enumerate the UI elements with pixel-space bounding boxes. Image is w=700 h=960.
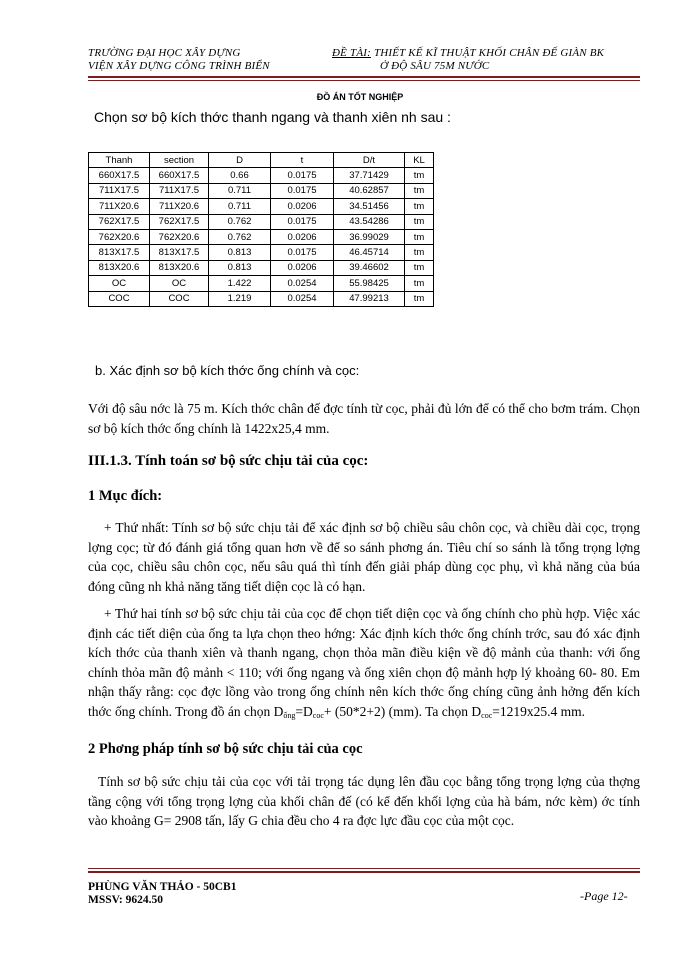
table-cell: 0.0175 bbox=[271, 214, 334, 229]
table-cell: 0.0175 bbox=[271, 168, 334, 183]
institute-name: VIỆN XÂY DỰNG CÔNG TRÌNH BIỂN bbox=[88, 60, 270, 72]
table-cell: 36.99029 bbox=[334, 229, 405, 244]
table-cell: 0.0254 bbox=[271, 276, 334, 291]
table-cell: 0.813 bbox=[209, 260, 271, 275]
column-header: t bbox=[271, 153, 334, 168]
table-cell: tm bbox=[405, 276, 434, 291]
table-row bbox=[89, 229, 434, 244]
table-cell: tm bbox=[405, 229, 434, 244]
thesis-title bbox=[0, 92, 700, 102]
para-second-part-d: =1219x25.4 mm. bbox=[492, 703, 585, 719]
table-cell: 660X17.5 bbox=[150, 168, 209, 183]
table-row bbox=[89, 276, 434, 291]
table-cell: 43.54286 bbox=[334, 214, 405, 229]
footer-rule-thin bbox=[88, 868, 640, 869]
column-header: section bbox=[150, 153, 209, 168]
table-cell: tm bbox=[405, 183, 434, 198]
method-heading: 2 Phơng pháp tính sơ bộ sức chịu tải của cọc bbox=[88, 741, 363, 757]
main-heading: III.1.3. Tính toán sơ bộ sức chịu tải của cọc: bbox=[88, 453, 369, 469]
method-paragraph: Tính sơ bộ sức chịu tải của cọc với tải trọng tác dụng lên đầu cọc bằng tổng trọng lợng của thợng tầng cộng với tổng trọng lợng của khối chân đế (có kể đến khối lợng của hà bám, nớc kèm) ớc tính vào khoảng G= 2908 tấn, lấy G chia đều cho 4 ra đợc lực đầu cọc của một cọc. bbox=[88, 774, 640, 828]
header-rule-thin bbox=[88, 80, 640, 81]
table-cell: OC bbox=[89, 276, 150, 291]
table-cell: 0.762 bbox=[209, 214, 271, 229]
purpose-first-paragraph: + Thứ nhất: Tính sơ bộ sức chịu tải để xác định sơ bộ chiều sâu chôn cọc, và chiều dài cọc, trọng lợng cọc; từ đó đánh giá tổng quan hơn về để so sánh phơng án. Tiêu chí so sánh là tổng trọng lợng của cọc, chiều sâu chôn cọc, nếu sâu quá thì tính đến giải pháp dùng cọc phụ, vì khả năng của búa đóng cũng nh khả năng tăng tiết diện cọc là có hạn. bbox=[88, 520, 640, 594]
table-cell: tm bbox=[405, 245, 434, 260]
table-cell: tm bbox=[405, 214, 434, 229]
table-cell: 0.762 bbox=[209, 229, 271, 244]
subscript-ong: ống bbox=[283, 710, 296, 720]
table-row bbox=[89, 260, 434, 275]
table-cell: 711X20.6 bbox=[89, 199, 150, 214]
table-cell: 711X20.6 bbox=[150, 199, 209, 214]
table-cell: 1.422 bbox=[209, 276, 271, 291]
table-cell: 0.711 bbox=[209, 199, 271, 214]
page-number: -Page 12- bbox=[580, 889, 628, 903]
table-cell: 762X20.6 bbox=[150, 229, 209, 244]
table-cell: 0.711 bbox=[209, 183, 271, 198]
table-cell: COC bbox=[150, 291, 209, 306]
table-cell: COC bbox=[89, 291, 150, 306]
table-cell: 813X20.6 bbox=[150, 260, 209, 275]
para-second-part-b: =D bbox=[295, 703, 313, 719]
table-row bbox=[89, 245, 434, 260]
para-second-part-a: + Thứ hai tính sơ bộ sức chịu tải của cọc để chọn tiết diện cọc và ống chính cho phù hợp. Việc xác định các tiết diện của ống ta lựa chọn theo hớng: Xác định kích thớc ống chính trớc, sau đó xác định kích thớc của thanh xiên và thanh ngang, chọn thỏa mãn điều kiện về độ mảnh của thanh: với ống chính thỏa mãn độ mảnh < 110; với ống ngang và ống xiên chọn độ mảnh hợp lý khoảng 60- 80. Em nhận thấy rằng: cọc đợc lồng vào trong ống chính nên kích thớc ống chíng cũng ảnh hởng đến kích thớc ống chính. Trong đồ án chọn D bbox=[88, 606, 640, 719]
table-cell: 47.99213 bbox=[334, 291, 405, 306]
section-b-heading: b. Xác định sơ bộ kích thớc ống chính và cọc: bbox=[95, 363, 360, 378]
purpose-heading: 1 Mục đích: bbox=[88, 488, 163, 504]
header-rule-thick bbox=[88, 76, 640, 78]
table-cell: 0.813 bbox=[209, 245, 271, 260]
footer-author: PHÙNG VĂN THẢO - 50CB1 bbox=[88, 881, 237, 893]
table-cell: tm bbox=[405, 291, 434, 306]
subscript-coc-2: coc bbox=[481, 710, 493, 720]
table-cell: 0.0206 bbox=[271, 199, 334, 214]
topic-line-2: Ở ĐỘ SÂU 75M NƯỚC bbox=[380, 60, 490, 72]
table-cell: 55.98425 bbox=[334, 276, 405, 291]
table-cell: 37.71429 bbox=[334, 168, 405, 183]
table-row bbox=[89, 214, 434, 229]
table-cell: 0.66 bbox=[209, 168, 271, 183]
table-cell: 762X17.5 bbox=[89, 214, 150, 229]
table-row bbox=[89, 291, 434, 306]
footer-student-id: MSSV: 9624.50 bbox=[88, 894, 163, 906]
table-cell: 0.0206 bbox=[271, 229, 334, 244]
table-cell: 34.51456 bbox=[334, 199, 405, 214]
column-header: D bbox=[209, 153, 271, 168]
thesis-title-text: ĐỒ ÁN TỐT NGHIỆP bbox=[316, 92, 404, 102]
para-second-part-c: + (50*2+2) (mm). Ta chọn D bbox=[323, 703, 482, 719]
table-cell: 0.0175 bbox=[271, 245, 334, 260]
table-cell: 40.62857 bbox=[334, 183, 405, 198]
table-row bbox=[89, 183, 434, 198]
table-cell: 813X17.5 bbox=[89, 245, 150, 260]
table-cell: 0.0206 bbox=[271, 260, 334, 275]
table-header-row bbox=[89, 153, 434, 168]
table-cell: tm bbox=[405, 260, 434, 275]
table-cell: 711X17.5 bbox=[150, 183, 209, 198]
column-header: KL bbox=[405, 153, 434, 168]
topic-title: THIẾT KẾ KĨ THUẬT KHỐI CHÂN ĐẾ GIÀN BK bbox=[373, 47, 605, 59]
table-cell: 0.0175 bbox=[271, 183, 334, 198]
table-cell: OC bbox=[150, 276, 209, 291]
table-cell: 46.45714 bbox=[334, 245, 405, 260]
topic-line-1 bbox=[332, 47, 604, 60]
table-cell: tm bbox=[405, 168, 434, 183]
footer-rule-thick bbox=[88, 871, 640, 873]
table-cell: 762X17.5 bbox=[150, 214, 209, 229]
table-cell: tm bbox=[405, 199, 434, 214]
section-table bbox=[88, 152, 434, 307]
table-row bbox=[89, 199, 434, 214]
table-cell: 711X17.5 bbox=[89, 183, 150, 198]
column-header: D/t bbox=[334, 153, 405, 168]
intro-line: Chọn sơ bộ kích thớc thanh ngang và thanh xiên nh sau : bbox=[94, 109, 451, 125]
table-cell: 813X20.6 bbox=[89, 260, 150, 275]
school-name: TRƯỜNG ĐẠI HỌC XÂY DỰNG bbox=[88, 47, 241, 59]
table-cell: 660X17.5 bbox=[89, 168, 150, 183]
subscript-coc: coc bbox=[312, 710, 324, 720]
depth-paragraph: Với độ sâu nớc là 75 m. Kích thớc chân đế đợc tính từ cọc, phải đủ lớn để có thể cho bơm trám. Chọn sơ bộ kích thớc ống chính là 1422x25,4 mm. bbox=[88, 401, 640, 436]
table-row bbox=[89, 168, 434, 183]
table-cell: 813X17.5 bbox=[150, 245, 209, 260]
column-header: Thanh bbox=[89, 153, 150, 168]
purpose-second-paragraph bbox=[88, 604, 640, 725]
table-cell: 0.0254 bbox=[271, 291, 334, 306]
table-cell: 39.46602 bbox=[334, 260, 405, 275]
topic-label: ĐỀ TÀI: bbox=[332, 47, 371, 59]
table-cell: 1.219 bbox=[209, 291, 271, 306]
table-cell: 762X20.6 bbox=[89, 229, 150, 244]
